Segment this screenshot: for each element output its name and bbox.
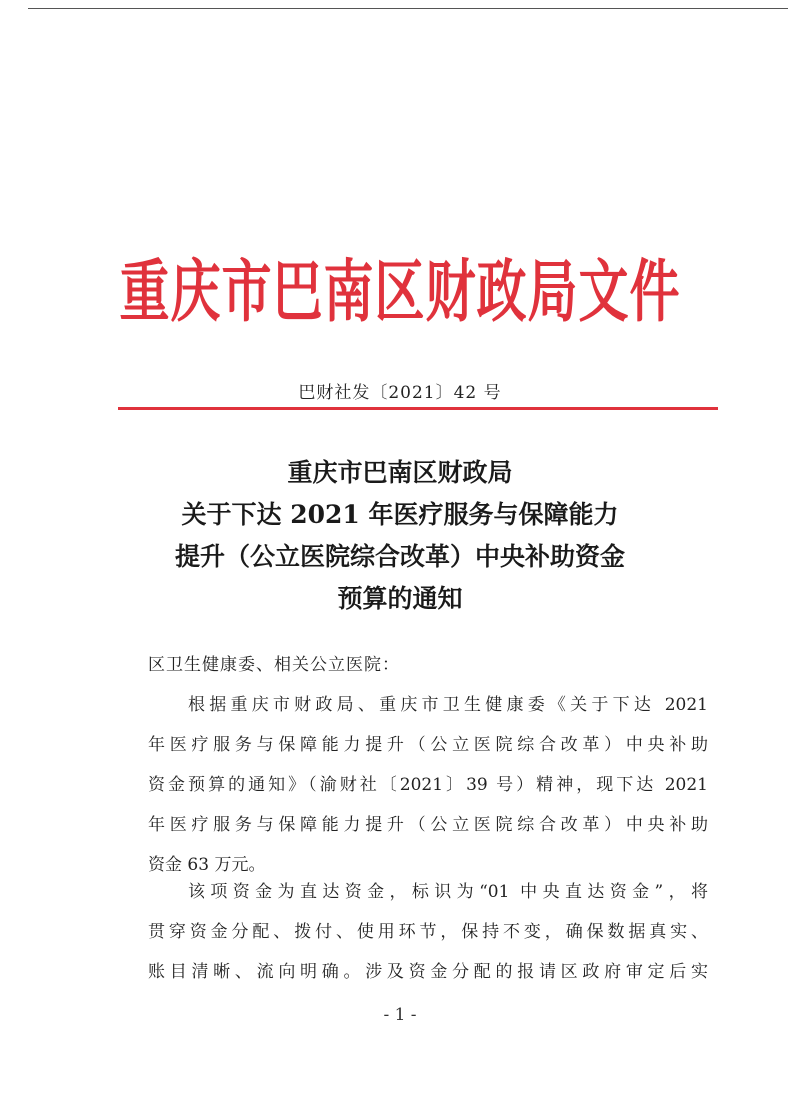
title-line: 重庆市巴南区财政局 [287, 458, 513, 487]
title-line: 提升（公立医院综合改革）中央补助资金 [174, 542, 625, 571]
title-line: 预算的通知 [337, 584, 463, 613]
paragraph-line: 账目清晰、流向明确。涉及资金分配的报请区政府审定后实 [148, 962, 708, 982]
top-border-line [28, 8, 788, 9]
paragraph-line: 年医疗服务与保障能力提升（公立医院综合改革）中央补助 [148, 815, 708, 835]
paragraph-line: 贯穿资金分配、拨付、使用环节，保持不变，确保数据真实、 [148, 922, 708, 942]
title-line: 关于下达 2021 年医疗服务与保障能力 [181, 500, 619, 529]
document-number: 巴财社发〔2021〕42 号 [298, 383, 502, 403]
paragraph-line: 资金预算的通知》（渝财社〔2021〕39 号）精神，现下达 2021 [148, 775, 708, 795]
page-number: - 1 - [383, 1005, 417, 1025]
body-paragraph-2 [148, 872, 708, 992]
paragraph-line: 根据重庆市财政局、重庆市卫生健康委《关于下达 2021 [188, 695, 708, 715]
body-paragraph-1 [148, 685, 708, 885]
paragraph-line: 年医疗服务与保障能力提升（公立医院综合改革）中央补助 [148, 735, 708, 755]
paragraph-line: 资金 63 万元。 [148, 855, 266, 875]
document-title [0, 452, 800, 620]
red-separator-line [118, 407, 718, 410]
addressee-line: 区卫生健康委、相关公立医院： [148, 655, 400, 675]
paragraph-line: 该项资金为直达资金，标识为“01 中央直达资金”，将 [188, 882, 708, 902]
document-masthead: 重庆市巴南区财政局文件 [119, 252, 681, 332]
